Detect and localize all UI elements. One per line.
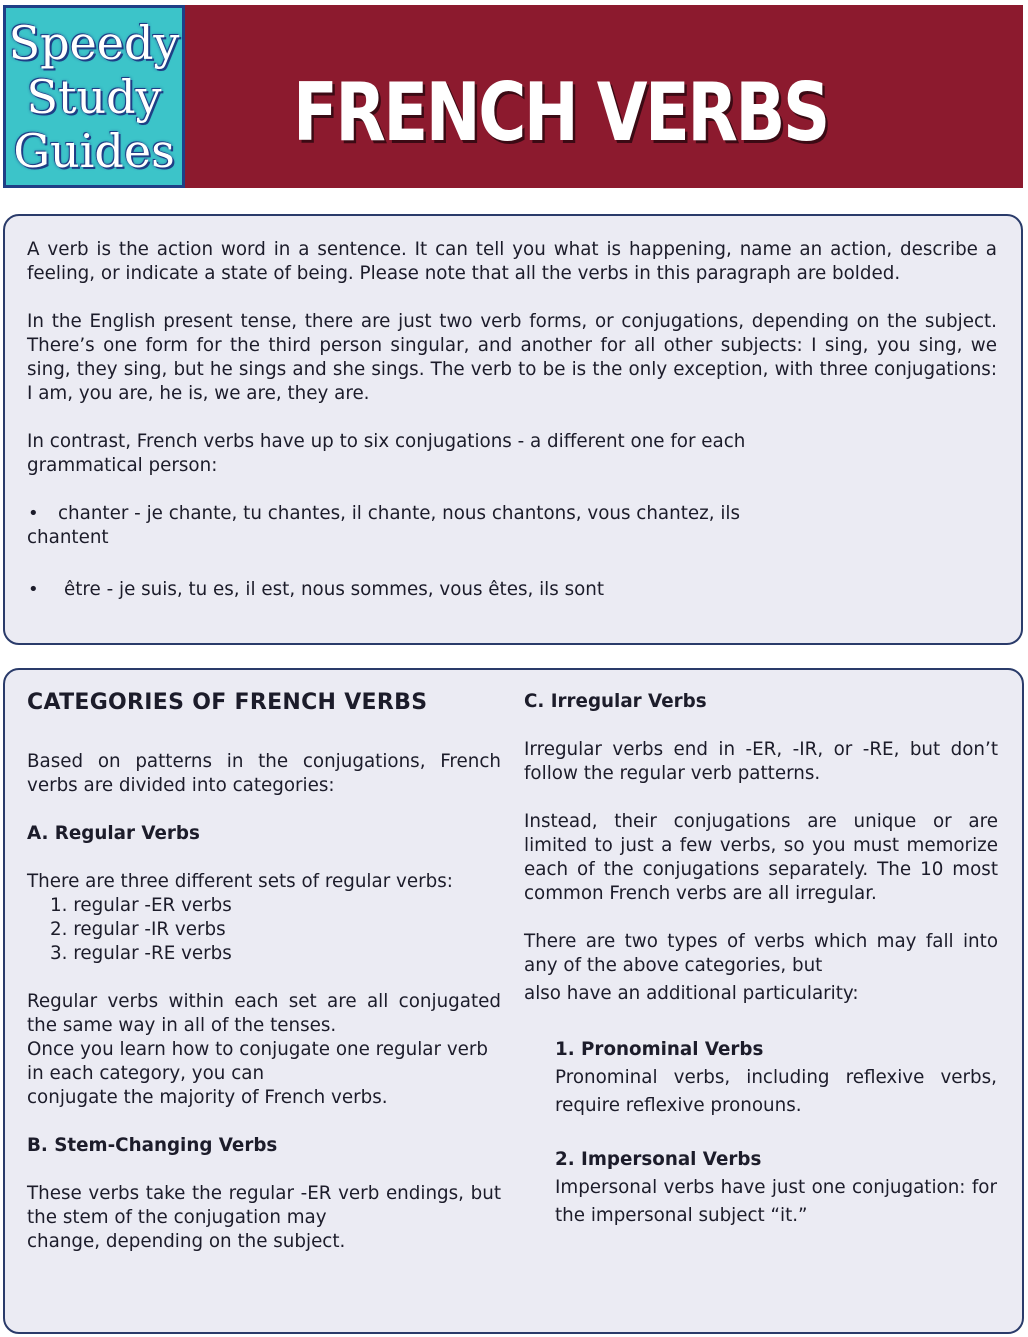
impersonal-verbs-paragraph: Impersonal verbs have just one conjugation: for the impersonal subject “it.” [555,1177,997,1226]
stem-changing-verbs-paragraph: These verbs take the regular -ER verb endings, but the stem of the conjugation may [27,1183,501,1228]
regular-verbs-paragraph-2-line-2: in each category, you can [27,1063,265,1084]
bullet-chanter-line-2: chantent [27,527,109,548]
categories-intro: Based on patterns in the conjugations, French verbs are divided into categories: [27,751,501,796]
stem-changing-verbs-heading: B. Stem-Changing Verbs [27,1135,278,1156]
list-item: 2. regular -IR verbs [50,919,226,940]
bullet-icon: • [28,579,39,600]
regular-verbs-paragraph-2-line-1: Once you learn how to conjugate one regular verb [27,1039,489,1060]
intro-paragraph-3-line-1: In contrast, French verbs have up to six conjugations - a different one for each [27,431,746,452]
regular-verbs-heading: A. Regular Verbs [27,823,200,844]
logo-line-2: Study [26,69,162,124]
list-item: 3. regular -RE verbs [50,943,232,964]
regular-verbs-intro: There are three different sets of regular verbs: [27,871,453,892]
pronominal-verbs-paragraph: Pronominal verbs, including reflexive verbs, require reflexive pronouns. [555,1067,997,1116]
categories-heading: CATEGORIES OF FRENCH VERBS [27,690,428,715]
stem-changing-verbs-paragraph-line-3: change, depending on the subject. [27,1231,346,1252]
logo-line-3: Guides [13,123,175,178]
irregular-verbs-paragraph-2: Instead, their conjugations are unique or are limited to just a few verbs, so you must memorize each of the conjugations separately. The 10 most common French verbs are all irregular. [524,811,998,904]
irregular-verbs-paragraph-1: Irregular verbs end in -ER, -IR, or -RE, but don’t follow the regular verb patterns. [524,739,998,784]
bullet-icon: • [28,503,39,524]
bullet-etre: être - je suis, tu es, il est, nous sommes, vous êtes, ils sont [64,579,605,600]
logo-line-1: Speedy [8,15,180,70]
regular-verbs-list [50,894,232,966]
intro-paragraph-2: In the English present tense, there are just two verb forms, or conjugations, depending on the subject. There’s one form for the third person singular, and another for all other subjects: I sing, you sing, we sing, they sing, but he sings and she sings. The verb to be is the only exception, with three conjugations: I am, you are, he is, we are, they are. [27,311,997,404]
intro-paragraph-3-line-2: grammatical person: [27,455,218,476]
regular-verbs-paragraph-1: Regular verbs within each set are all conjugated the same way in all of the tenses. [27,991,501,1036]
irregular-verbs-paragraph-3: There are two types of verbs which may fall into any of the above categories, but [524,931,998,976]
bullet-chanter-line-1: chanter - je chante, tu chantes, il chante, nous chantons, vous chantez, ils [58,503,741,524]
page-title: FRENCH VERBS [293,66,828,159]
pronominal-verbs-heading: 1. Pronominal Verbs [555,1039,764,1060]
impersonal-verbs-heading: 2. Impersonal Verbs [555,1149,762,1170]
intro-paragraph-1: A verb is the action word in a sentence. It can tell you what is happening, name an action, describe a feeling, or indicate a state of being. Please note that all the verbs in this paragraph are bolded. [27,239,997,284]
irregular-verbs-heading: C. Irregular Verbs [524,691,707,712]
speedy-study-guides-logo [3,5,185,188]
list-item: 1. regular -ER verbs [50,895,232,916]
regular-verbs-paragraph-2-line-3: conjugate the majority of French verbs. [27,1087,388,1108]
irregular-verbs-paragraph-3-line-3: also have an additional particularity: [524,983,859,1004]
